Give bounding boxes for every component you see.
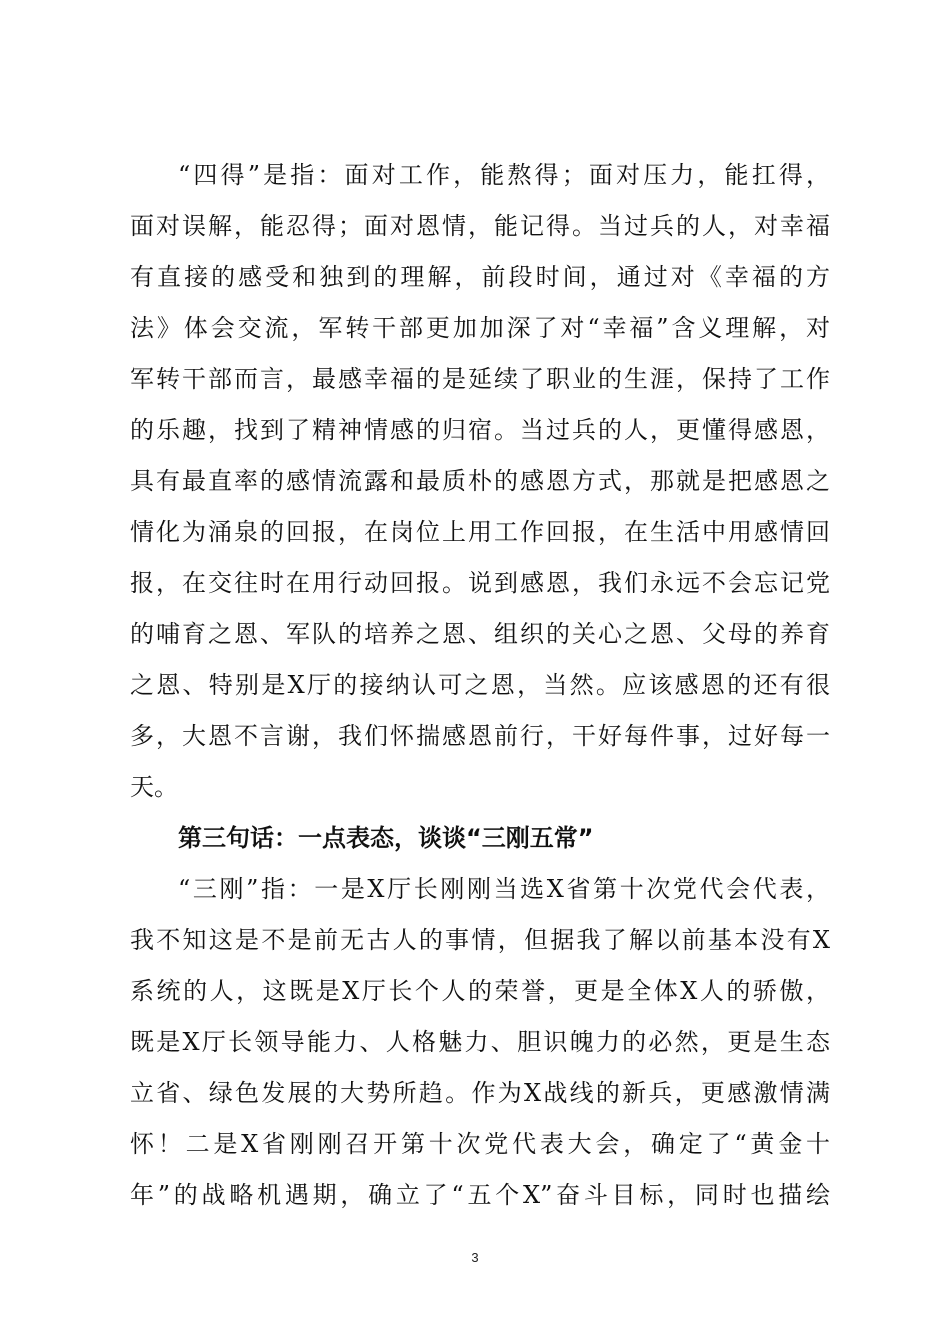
paragraph-line: 立省、绿色发展的大势所趋。作为X战线的新兵，更感激情满	[130, 1079, 830, 1107]
paragraph-line: 军转干部而言，最感幸福的是延续了职业的生涯，保持了工作	[130, 365, 830, 393]
page-number: 3	[471, 1250, 479, 1265]
paragraph-line: 报，在交往时在用行动回报。说到感恩，我们永远不会忘记党	[130, 569, 830, 597]
paragraph-line: 的哺育之恩、军队的培养之恩、组织的关心之恩、父母的养育	[130, 620, 830, 648]
paragraph-line: 既是X厅长领导能力、人格魅力、胆识魄力的必然，更是生态	[130, 1028, 830, 1056]
paragraph-line: 法》体会交流，军转干部更加加深了对“幸福”含义理解，对	[130, 314, 830, 342]
paragraph-line: “三刚”指：一是X厅长刚刚当选X省第十次党代会代表，	[178, 875, 830, 903]
paragraph-line: 年”的战略机遇期，确立了“五个X”奋斗目标，同时也描绘	[130, 1181, 830, 1209]
paragraph-line: 面对误解，能忍得；面对恩情，能记得。当过兵的人，对幸福	[130, 212, 830, 240]
paragraph-line: 之恩、特别是X厅的接纳认可之恩，当然。应该感恩的还有很	[130, 671, 830, 699]
paragraph-line: 情化为涌泉的回报，在岗位上用工作回报，在生活中用感情回	[130, 518, 830, 546]
section-heading: 第三句话：一点表态，谈谈“三刚五常”	[178, 824, 594, 852]
paragraph-line: 怀！二是X省刚刚召开第十次党代表大会，确定了“黄金十	[130, 1130, 830, 1158]
paragraph-line: 系统的人，这既是X厅长个人的荣誉，更是全体X人的骄傲，	[130, 977, 830, 1005]
paragraph-line: 多，大恩不言谢，我们怀揣感恩前行，干好每件事，过好每一	[130, 722, 830, 750]
paragraph-line: “四得”是指：面对工作，能熬得；面对压力，能扛得，	[178, 161, 830, 189]
paragraph-line: 的乐趣，找到了精神情感的归宿。当过兵的人，更懂得感恩，	[130, 416, 830, 444]
paragraph-line: 具有最直率的感情流露和最质朴的感恩方式，那就是把感恩之	[130, 467, 830, 495]
paragraph-line: 有直接的感受和独到的理解，前段时间，通过对《幸福的方	[130, 263, 830, 291]
paragraph-line: 我不知这是不是前无古人的事情，但据我了解以前基本没有X	[130, 926, 830, 954]
paragraph-line: 天。	[130, 773, 178, 801]
